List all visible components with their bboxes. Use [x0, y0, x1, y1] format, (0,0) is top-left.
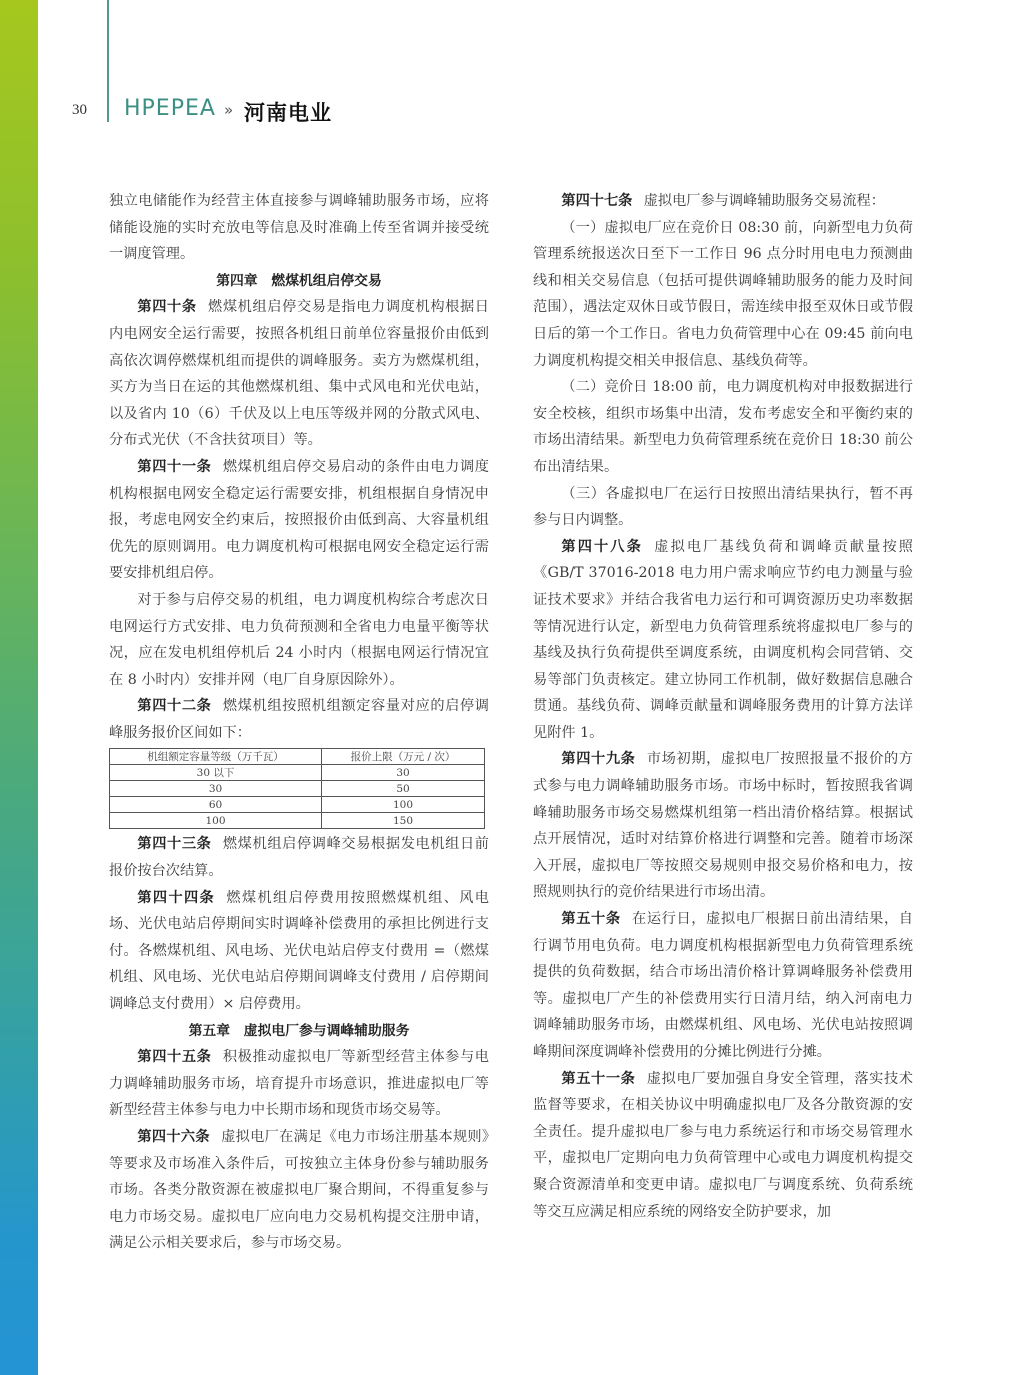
article-title: 第五十条: [561, 911, 621, 928]
paragraph-continuation: 独立电储能作为经营主体直接参与调峰辅助服务市场，应将储能设施的实时充放电等信息及时准确上传至省调并接受统一调度管理。: [109, 193, 489, 263]
article-title: 第四十三条: [137, 836, 212, 853]
article-title: 第四十四条: [137, 889, 216, 906]
table-row: [110, 813, 485, 829]
table-row: [110, 797, 485, 813]
table-row: [110, 765, 485, 781]
article-body: 虚拟电厂要加强自身安全管理，落实技术监督等要求，在相关协议中明确虚拟电厂及各分散资源的安全责任。提升虚拟电厂参与电力系统运行和市场交易管理水平，虚拟电厂定期向电力负荷管理中心或电力调度机构提交聚合资源清单和变更申请。虚拟电厂与调度系统、负荷系统等交互应满足相应系统的网络安全防护要求，加: [533, 1070, 913, 1220]
page-number: 30: [72, 102, 87, 118]
chevron-double-right-icon: »: [224, 101, 234, 119]
decorative-side-bar: [0, 0, 38, 1375]
article-body: 燃煤机组启停调峰交易根据发电机组日前报价按台次结算。: [109, 836, 489, 880]
article-body: 积极推动虚拟电厂等新型经营主体参与电力调峰辅助服务市场，培育提升市场意识，推进虚拟电厂等新型经营主体参与电力中长期市场和现货市场交易等。: [109, 1049, 489, 1119]
article-45: [109, 1044, 489, 1124]
table-header-cell: 机组额定容量等级（万千瓦）: [110, 749, 322, 765]
price-table: [109, 748, 485, 829]
article-51: [533, 1066, 913, 1226]
table-cell: 100: [110, 813, 322, 829]
article-title: 第四十九条: [561, 751, 636, 768]
article-44: [109, 885, 489, 1018]
article-body: 燃煤机组按照机组额定容量对应的启停调峰服务报价区间如下：: [109, 698, 489, 741]
article-title: 第五十一条: [561, 1070, 636, 1087]
article-49: [533, 746, 913, 906]
article-title: 第四十条: [137, 299, 197, 316]
article-50: [533, 906, 913, 1066]
article-title: 第四十六条: [137, 1129, 210, 1145]
article-title: 第四十七条: [561, 193, 633, 209]
article-title: 第四十一条: [137, 458, 212, 475]
article-body: 在运行日，虚拟电厂根据日前出清结果，自行调节用电负荷。电力调度机构根据新型电力负荷管理系统提供的负荷数据，结合市场出清价格计算调峰服务补偿费用等。虚拟电厂产生的补偿费用实行日清月结，纳入河南电力调峰辅助服务市场，由燃煤机组、风电场、光伏电站按照调峰期间深度调峰补偿费用的分摊比例进行分摊。: [533, 911, 913, 1060]
article-40: [109, 294, 489, 454]
article-43: [109, 831, 489, 884]
article-body: 虚拟电厂参与调峰辅助服务交易流程：: [643, 193, 885, 209]
header-divider: [107, 0, 109, 122]
article-47: [533, 188, 913, 215]
article-48: [533, 534, 913, 747]
article-46: [109, 1124, 489, 1257]
table-cell: 30: [110, 781, 322, 797]
table-cell: 150: [322, 813, 485, 829]
article-body: 燃煤机组启停交易启动的条件由电力调度机构根据电网安全稳定运行需要安排，机组根据自身情况申报，考虑电网安全约束后，按照报价由低到高、大容量机组优先的原则调用。电力调度机构可根据电网安全稳定运行需要安排机组启停。: [109, 458, 489, 582]
article-body: 虚拟电厂在满足《电力市场注册基本规则》等要求及市场准入条件后，可按独立主体身份参与辅助服务市场。各类分散资源在被虚拟电厂聚合期间，不得重复参与电力市场交易。虚拟电厂应向电力交易机构提交注册申请，满足公示相关要求后，参与市场交易。: [109, 1129, 489, 1252]
article-title: 第四十五条: [137, 1049, 212, 1066]
table-header-row: [110, 749, 485, 765]
article-47-item-1: （一）虚拟电厂应在竞价日 08:30 前，向新型电力负荷管理系统报送次日至下一工作日 96 点分时用电电力预测曲线和相关交易信息（包括可提供调峰辅助服务的能力及时间范围），遇法定双休日或节假日，需连续申报至双休日或节假日后的第一个工作日。省电力负荷管理中心在 09:45 前向电力调度机构提交相关申报信息、基线负荷等。: [533, 219, 913, 369]
table-cell: 50: [322, 781, 485, 797]
article-47-item-2: （二）竞价日 18:00 前，电力调度机构对申报数据进行安全校核，组织市场集中出清，发布考虑安全和平衡约束的市场出清结果。新型电力负荷管理系统在竞价日 18:30 前公布出清结果。: [533, 379, 913, 475]
article-title: 第四十二条: [137, 698, 212, 715]
table-cell: 30 以下: [110, 765, 322, 781]
right-column: [533, 188, 913, 1225]
left-column: [109, 188, 489, 1257]
article-body: 虚拟电厂基线负荷和调峰贡献量按照《GB/T 37016-2018 电力用户需求响应节约电力测量与验证技术要求》并结合我省电力运行和可调资源历史功率数据等情况进行认定，新型电力负荷管理系统将虚拟电厂参与的基线及执行负荷提供至调度系统，由调度机构会同营销、交易等部门负责核定。建立协同工作机制，做好数据信息融合贯通。基线负荷、调峰贡献量和调峰服务费用的计算方法详见附件 1。: [533, 538, 913, 741]
article-body: 燃煤机组启停交易是指电力调度机构根据日内电网安全运行需要，按照各机组日前单位容量报价由低到高依次调停燃煤机组而提供的调峰服务。卖方为燃煤机组，买方为当日在运的其他燃煤机组、集中式风电和光伏电站，以及省内 10（6）千伏及以上电压等级并网的分散式风电、分布式光伏（不含扶贫项目）等。: [109, 299, 489, 449]
table-cell: 60: [110, 797, 322, 813]
article-body: 燃煤机组启停费用按照燃煤机组、风电场、光伏电站启停期间实时调峰补偿费用的承担比例进行支付。各燃煤机组、风电场、光伏电站启停支付费用 =（燃煤机组、风电场、光伏电站启停期间调峰支付费用 / 启停期间调峰总支付费用）× 启停费用。: [109, 889, 489, 1013]
paragraph: 对于参与启停交易的机组，电力调度机构综合考虑次日电网运行方式安排、电力负荷预测和全省电力电量平衡等状况，应在发电机组停机后 24 小时内（根据电网运行情况宜在 8 小时内）安排并网（电厂自身原因除外）。: [109, 591, 489, 688]
chapter-heading-5: 第五章 虚拟电厂参与调峰辅助服务: [188, 1022, 410, 1039]
table-header-cell: 报价上限（万元 / 次）: [322, 749, 485, 765]
chapter-heading-4: 第四章 燃煤机组启停交易: [216, 272, 382, 289]
magazine-logo-latin: HPEPEA: [124, 96, 216, 121]
article-42: [109, 693, 489, 746]
table-cell: 30: [322, 765, 485, 781]
article-41: [109, 454, 489, 587]
article-body: 市场初期，虚拟电厂按照报量不报价的方式参与电力调峰辅助服务市场。市场中标时，暂按照我省调峰辅助服务市场交易燃煤机组第一档出清价格结算。根据试点开展情况，适时对结算价格进行调整和完善。随着市场深入开展，虚拟电厂等按照交易规则申报交易价格和电力，按照规则执行的竞价结果进行市场出清。: [533, 751, 913, 901]
magazine-title: 河南电业: [244, 100, 332, 125]
table-row: [110, 781, 485, 797]
table-cell: 100: [322, 797, 485, 813]
article-title: 第四十八条: [561, 538, 643, 555]
article-47-item-3: （三）各虚拟电厂在运行日按照出清结果执行，暂不再参与日内调整。: [533, 485, 913, 529]
